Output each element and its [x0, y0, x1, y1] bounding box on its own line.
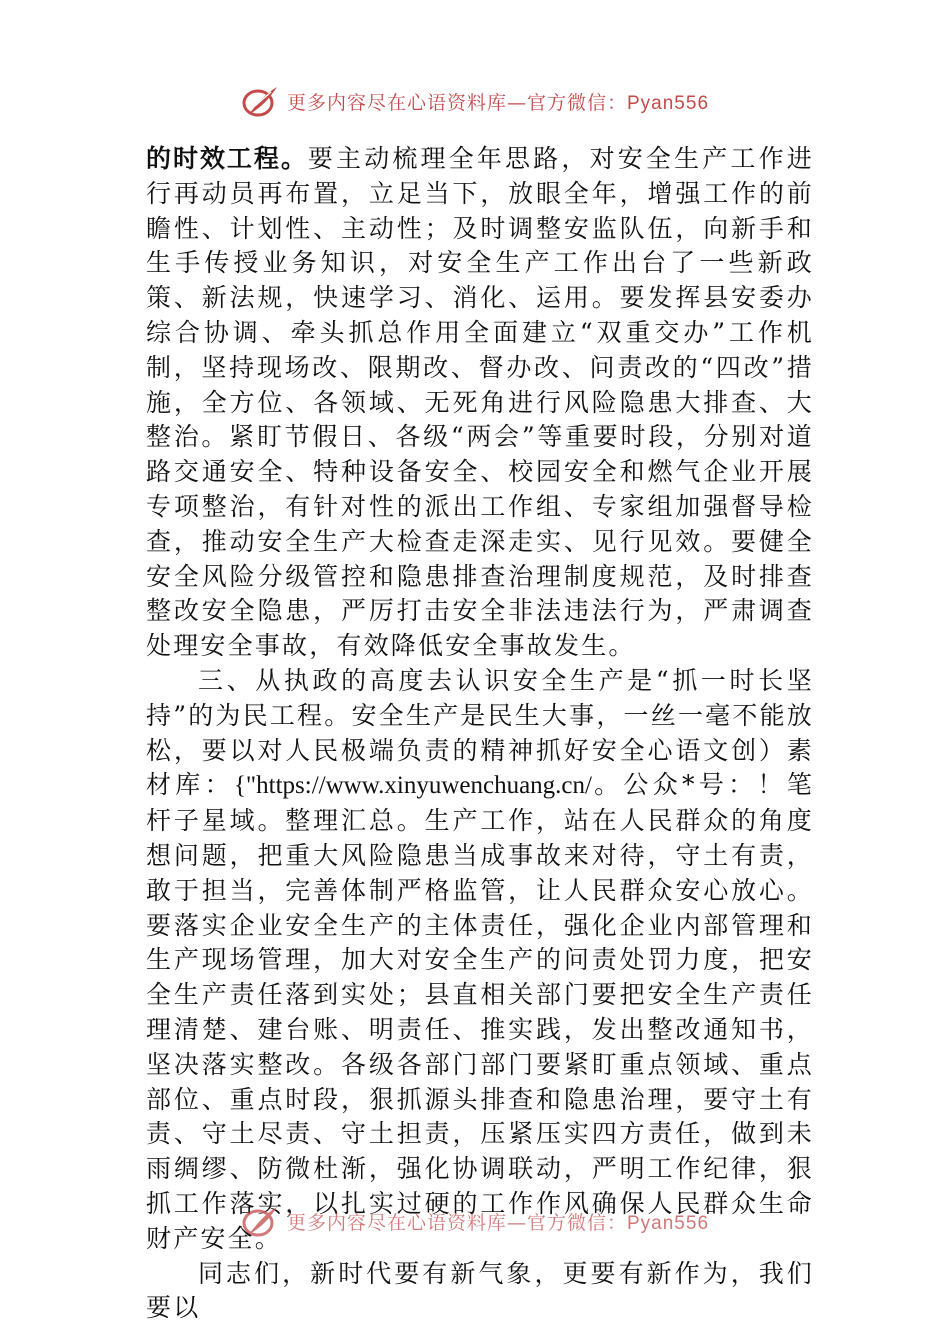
paragraph-1: [146, 142, 814, 664]
document-body: [146, 142, 814, 1326]
paragraph-2: 三、从执政的高度去认识安全生产是“抓一时长坚持”的为民工程。安全生产是民生大事，一丝一毫不能放松，要以对人民极端负责的精神抓好安全心语文创）素材库：{"https://www.xinyuwenchuang.cn/。公众*号：！笔杆子星域。整理汇总。生产工作，站在人民群众的角度想问题，把重大风险隐患当成事故来对待，守土有责，敢于担当，完善体制严格监管，让人民群众安心放心。要落实企业安全生产的主体责任，强化企业内部管理和生产现场管理，加大对安全生产的问责处罚力度，把安全生产责任落到实处；县直相关部门要把安全生产责任理清楚、建台账、明责任、推实践，发出整改通知书，坚决落实整改。各级各部门部门要紧盯重点领域、重点部位、重点时段，狠抓源头排查和隐患治理，要守土有责、守土尽责、守土担责，压紧压实四方责任，做到未雨绸缪、防微杜渐，强化协调联动，严明工作纪律，狠抓工作落实，以扎实过硬的工作作风确保人民群众生命财产安全。: [146, 665, 814, 1253]
paragraph-1-text: 要主动梳理全年思路，对安全生产工作进行再动员再布置，立足当下，放眼全年，增强工作的前瞻性、计划性、主动性；及时调整安监队伍，向新手和生手传授业务知识，对安全生产工作出台了一些新政策、新法规，快速学习、消化、运用。要发挥县安委办综合协调、牵头抓总作用全面建立“双重交办”工作机制，坚持现场改、限期改、督办改、问责改的“四改”措施，全方位、各领域、无死角进行风险隐患大排查、大整治。紧盯节假日、各级“两会”等重要时段，分别对道路交通安全、特种设备安全、校园安全和燃气企业开展专项整治，有针对性的派出工作组、专家组加强督导检查，推动安全生产大检查走深走实、见行见效。要健全安全风险分级管控和隐患排查治理制度规范，及时排查整改安全隐患，严厉打击安全非法违法行为，严肃调查处理安全事故，有效降低安全事故发生。: [146, 144, 814, 661]
watermark-text: 更多内容尽在心语资料库—官方微信：Pyan556: [286, 1211, 710, 1234]
feather-logo-icon: [241, 84, 279, 118]
paragraph-3: 同志们，新时代要有新气象，更要有新作为，我们要以: [146, 1258, 814, 1323]
watermark-header: [0, 84, 950, 124]
watermark-text: 更多内容尽在心语资料库—官方微信：Pyan556: [286, 91, 710, 114]
watermark-footer: [0, 1204, 950, 1242]
paragraph-1-lead: 的时效工程。: [146, 144, 308, 173]
source-url: {"https://www.xinyuwenchuang.cn/: [233, 772, 592, 800]
feather-logo-icon: [241, 1204, 279, 1238]
